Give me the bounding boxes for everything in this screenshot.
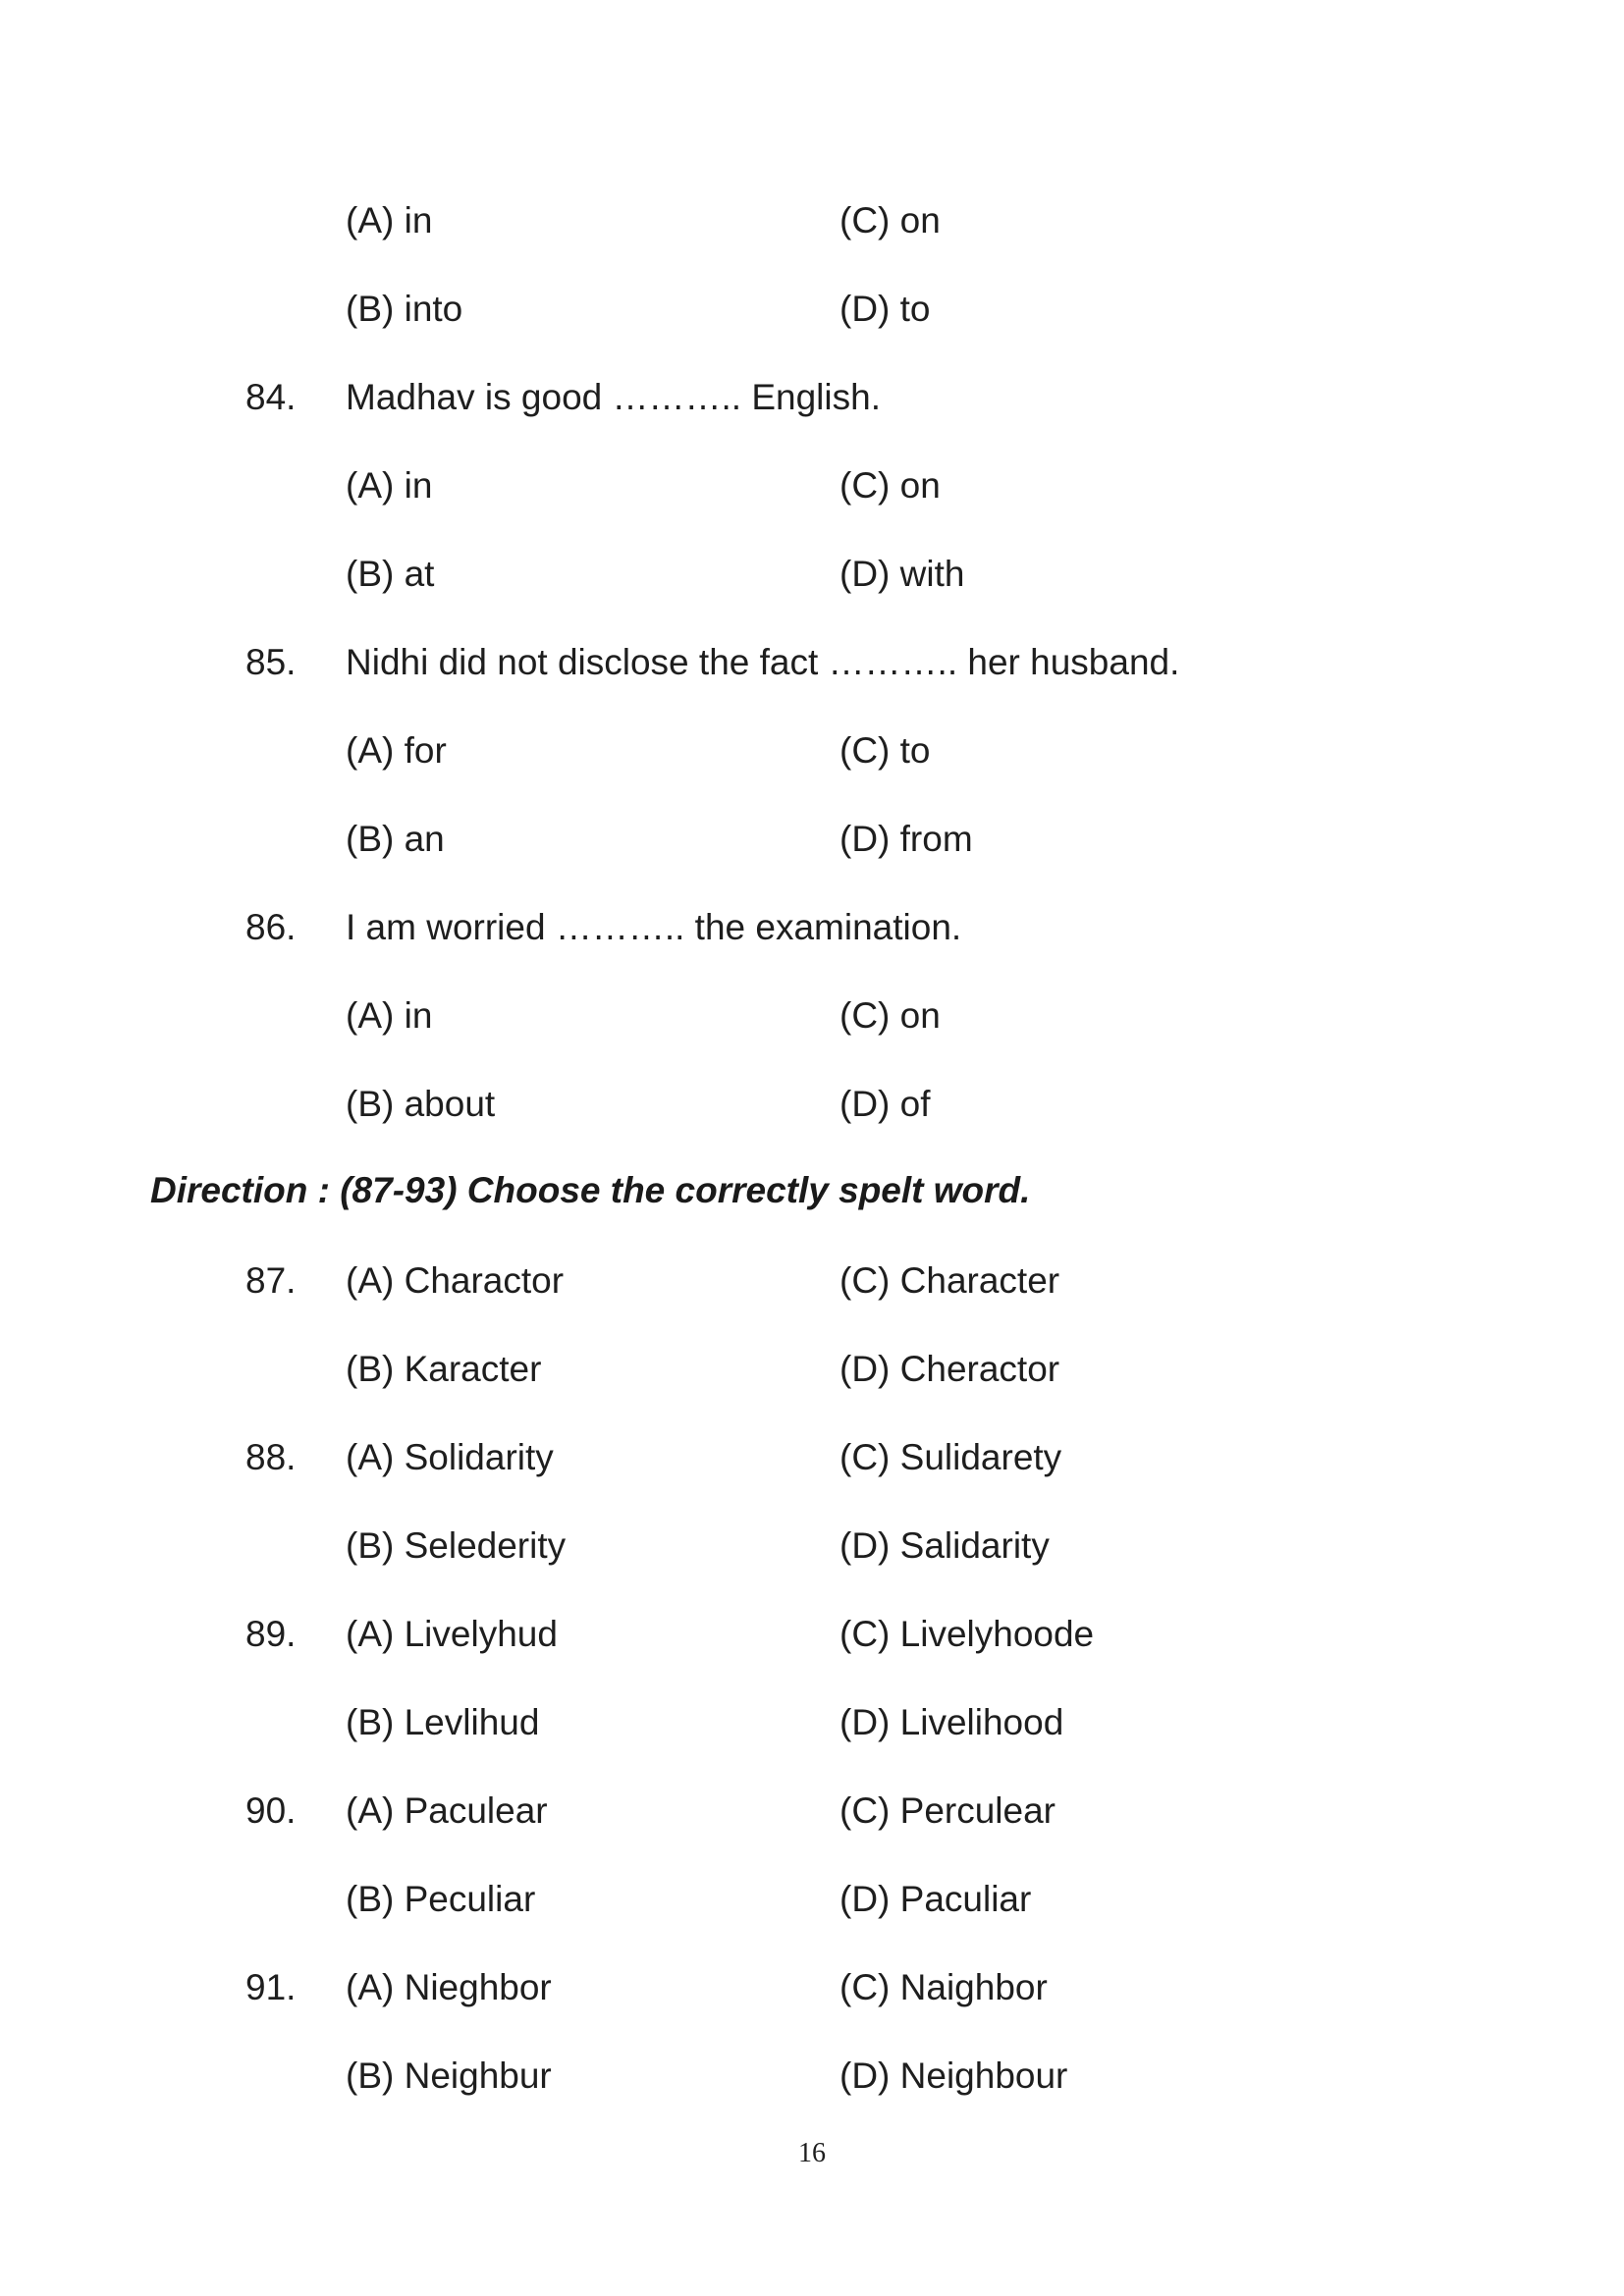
q84-option-a: (A) in [346,465,433,506]
q91-option-c: (C) Naighbor [839,1967,1048,2007]
q88-option-d: (D) Salidarity [839,1525,1050,1566]
q89-option-c: (C) Livelyhoode [839,1614,1095,1654]
q91-option-d: (D) Neighbour [839,2056,1068,2096]
q90-number: 90. [245,1790,297,1831]
q87-number: 87. [245,1260,297,1301]
q86-stem-row [0,903,1624,952]
q87-option-d: (D) Cheractor [839,1349,1060,1389]
q91-options-row-1 [0,1963,1624,2012]
q89-option-b: (B) Levlihud [346,1702,540,1742]
q84-options-row-2 [0,550,1624,599]
q87-option-c: (C) Character [839,1260,1060,1301]
page-number: 16 [798,2138,826,2168]
q90-option-a: (A) Paculear [346,1790,548,1831]
q86-option-d: (D) of [839,1084,931,1124]
q87-option-a: (A) Charactor [346,1260,565,1301]
q85-stem: Nidhi did not disclose the fact ……….. her husband. [346,642,1180,682]
q88-option-a: (A) Solidarity [346,1437,554,1477]
q86-option-c: (C) on [839,995,941,1036]
q85-stem-row [0,638,1624,687]
q88-number: 88. [245,1437,297,1477]
q83-option-b: (B) into [346,289,463,329]
q83-option-d: (D) to [839,289,931,329]
q90-options-row-1 [0,1787,1624,1836]
q85-option-a: (A) for [346,730,447,771]
q90-option-c: (C) Perculear [839,1790,1056,1831]
q86-number: 86. [245,907,297,947]
q85-number: 85. [245,642,297,682]
q83-option-c: (C) on [839,200,941,240]
q85-options-row-2 [0,815,1624,864]
q84-stem-row [0,373,1624,422]
q86-options-row-2 [0,1080,1624,1129]
q89-options-row-1 [0,1610,1624,1659]
q86-stem: I am worried ……….. the examination. [346,907,962,947]
q89-option-a: (A) Livelyhud [346,1614,558,1654]
q84-option-c: (C) on [839,465,941,506]
q85-options-row-1 [0,726,1624,775]
q83-options-row-2 [0,285,1624,334]
q87-options-row-1 [0,1256,1624,1306]
q87-options-row-2 [0,1345,1624,1394]
q88-option-c: (C) Sulidarety [839,1437,1062,1477]
q91-option-b: (B) Neighbur [346,2056,552,2096]
q84-option-d: (D) with [839,554,965,594]
q91-number: 91. [245,1967,297,2007]
q87-option-b: (B) Karacter [346,1349,542,1389]
q85-option-c: (C) to [839,730,931,771]
q89-number: 89. [245,1614,297,1654]
q83-option-a: (A) in [346,200,433,240]
q91-option-a: (A) Nieghbor [346,1967,552,2007]
q88-options-row-1 [0,1433,1624,1482]
q88-options-row-2 [0,1522,1624,1571]
q89-option-d: (D) Livelihood [839,1702,1064,1742]
q88-option-b: (B) Selederity [346,1525,567,1566]
q86-option-a: (A) in [346,995,433,1036]
q86-option-b: (B) about [346,1084,496,1124]
q83-options-row-1 [0,196,1624,245]
q84-stem: Madhav is good ……….. English. [346,377,881,417]
q86-options-row-1 [0,991,1624,1041]
q91-options-row-2 [0,2052,1624,2101]
q84-option-b: (B) at [346,554,435,594]
q89-options-row-2 [0,1698,1624,1747]
q90-options-row-2 [0,1875,1624,1924]
q90-option-b: (B) Peculiar [346,1879,536,1919]
q84-number: 84. [245,377,297,417]
q85-option-b: (B) an [346,819,445,859]
q84-options-row-1 [0,461,1624,510]
q90-option-d: (D) Paculiar [839,1879,1032,1919]
direction-heading: Direction : (87-93) Choose the correctly spelt word. [150,1170,1031,1210]
q85-option-d: (D) from [839,819,973,859]
